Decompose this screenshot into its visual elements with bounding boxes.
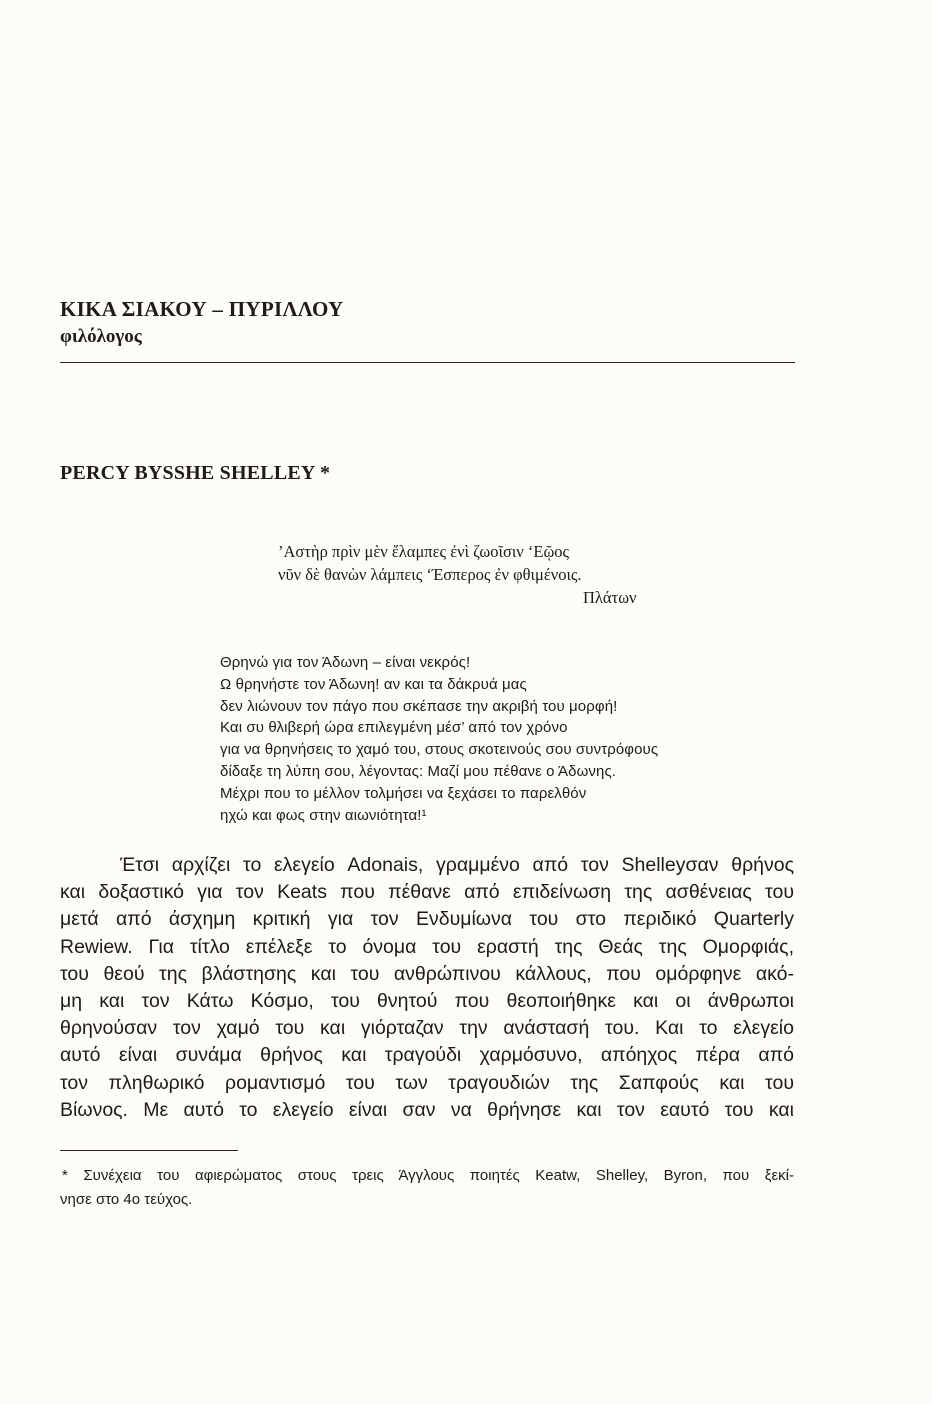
body-line: θρηνούσαν τον χαμό του και γιόρταζαν την ανάστασή του. Και το ελεγείο bbox=[60, 1017, 794, 1040]
poem-excerpt bbox=[220, 652, 658, 826]
footnote-divider bbox=[60, 1150, 238, 1151]
epigraph bbox=[278, 540, 637, 607]
poem-line: Θρηνώ για τον Άδωνη – είναι νεκρός! bbox=[220, 654, 471, 671]
body-line: του θεού της βλάστησης και του ανθρώπινου κάλλους, που ομόρφηνε ακό- bbox=[60, 962, 794, 985]
footnote-line: * Συνέχεια του αφιερώματος στους τρεις Άγγλους ποιητές Keatw, Shelley, Byron, που ξεκί- bbox=[62, 1167, 794, 1184]
body-line: αυτό είναι συνάμα θρήνος και τραγούδι χαρμόσυνο, απόηχος πέρα από bbox=[60, 1044, 794, 1067]
body-line: Βίωνος. Με αυτό το ελεγείο είναι σαν να θρήνησε και τον εαυτό του και bbox=[60, 1098, 794, 1121]
poem-line: ηχώ και φως στην αιωνιότητα!¹ bbox=[220, 806, 427, 824]
poem-line: δεν λιώνουν τον πάγο που σκέπασε την ακριβή του μορφή! bbox=[220, 697, 618, 715]
poem-line: Ω θρηνήστε τον Άδωνη! αν και τα δάκρυά μας bbox=[220, 675, 527, 693]
poem-line: για να θρηνήσεις το χαμό του, στους σκοτεινούς σου συντρόφους bbox=[220, 741, 659, 759]
body-paragraph bbox=[60, 852, 794, 1124]
body-line: Έτσι αρχίζει το ελεγείο Adonais, γραμμένο από τον Shelleyσαν θρήνος bbox=[120, 854, 794, 876]
poem-line: δίδαξε τη λύπη σου, λέγοντας: Μαζί μου πέθανε ο Άδωνης. bbox=[220, 762, 617, 780]
footnote bbox=[60, 1164, 794, 1212]
author-name: ΚΙΚΑ ΣΙΑΚΟΥ – ΠΥΡΙΛΛΟΥ bbox=[60, 297, 344, 321]
epigraph-line: ’Αστὴρ πρὶν μὲν ἔλαμπες ἐνὶ ζωοῖσιν ‘Εῷος bbox=[278, 542, 570, 561]
body-line: μη και τον Κάτω Κόσμο, του θνητού που θεοποιήθηκε και οι άνθρωποι bbox=[60, 990, 794, 1013]
poem-line: Και συ θλιβερή ώρα επιλεγμένη μέσ’ από τον χρόνο bbox=[220, 719, 568, 737]
author-role: φιλόλογος bbox=[60, 326, 142, 347]
header-divider bbox=[60, 362, 795, 363]
body-line: τον πληθωρικό ρομαντισμό του των τραγουδιών της Σαπφούς και του bbox=[60, 1071, 794, 1094]
body-line: Rewiew. Για τίτλο επέλεξε το όνομα του εραστή της Θεάς της Ομορφιάς, bbox=[60, 935, 794, 958]
section-title: PERCY BYSSHE SHELLEY * bbox=[60, 462, 331, 484]
body-line: και δοξαστικό για τον Keats που πέθανε από επιδείνωση της ασθένειας του bbox=[60, 881, 794, 904]
epigraph-attribution: Πλάτων bbox=[583, 588, 637, 607]
body-line: μετά από άσχημη κριτική για τον Ενδυμίωνα του στο περιδικό Quarterly bbox=[60, 908, 794, 931]
footnote-line: νησε στο 4ο τεύχος. bbox=[60, 1191, 193, 1208]
epigraph-line: νῦν δὲ θανὼν λάμπεις ‘Έσπερος ἐν φθιμένοις. bbox=[278, 565, 582, 584]
poem-line: Μέχρι που το μέλλον τολμήσει να ξεχάσει το παρελθόν bbox=[220, 784, 587, 802]
